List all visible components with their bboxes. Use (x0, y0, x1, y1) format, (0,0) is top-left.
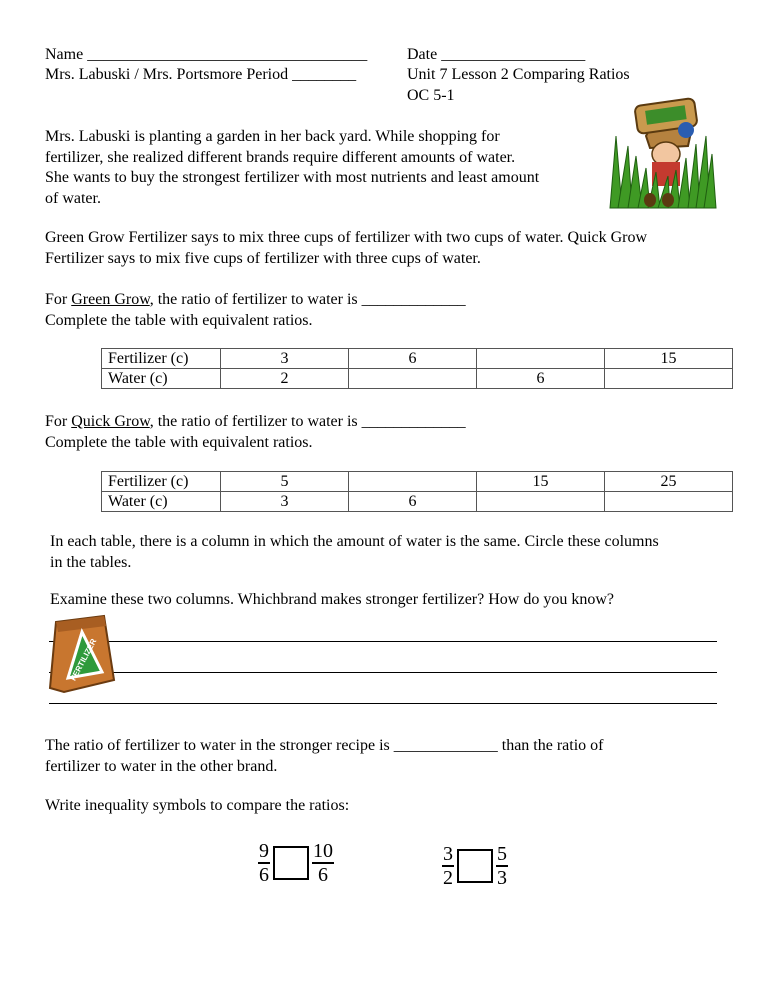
quick-grow-brand: Quick Grow (71, 413, 150, 430)
inequality-box[interactable] (273, 846, 309, 880)
table-cell (605, 369, 733, 389)
name-field: Name ___________________________________ (45, 46, 368, 63)
table-cell: 6 (349, 492, 477, 512)
quick-grow-instruction: Complete the table with equivalent ratios. (45, 433, 313, 451)
table-cell (605, 492, 733, 512)
table-row (102, 492, 733, 512)
green-grow-section (45, 290, 466, 331)
table-cell (349, 472, 477, 492)
table-cell (477, 492, 605, 512)
bag-label: FERTILIZER (68, 637, 99, 683)
table-cell: 3 (221, 349, 349, 369)
unit-title: Unit 7 Lesson 2 Comparing Ratios (407, 66, 630, 83)
table-row (102, 349, 733, 369)
green-grow-table (101, 348, 733, 389)
problem-line: Green Grow Fertilizer says to mix three cups of fertilizer with two cups of water. Quick Grow (45, 229, 648, 246)
quick-grow-table (101, 471, 733, 512)
table-row (102, 369, 733, 389)
problem-line: Fertilizer says to mix five cups of fertilizer with three cups of water. (45, 249, 481, 267)
fertilizer-bag-icon (44, 614, 120, 696)
table-cell: 25 (605, 472, 733, 492)
inequality-box[interactable] (457, 849, 493, 883)
intro-line: fertilizer, she realized different brands require different amounts of water. (45, 148, 516, 166)
quick-grow-section (45, 412, 466, 453)
intro-line: She wants to buy the strongest fertilizer with most nutrients and least amount (45, 169, 540, 186)
table-cell: 5 (221, 472, 349, 492)
stronger-statement (45, 736, 603, 777)
answer-line[interactable] (49, 672, 717, 673)
intro-line: of water. (45, 189, 101, 207)
table-cell: Water (c) (102, 369, 221, 389)
table-cell: 15 (477, 472, 605, 492)
fraction: 5 3 (497, 843, 507, 889)
green-grow-instruction: Complete the table with equivalent ratios. (45, 311, 313, 329)
answer-line[interactable] (49, 641, 717, 642)
lesson-code: OC 5-1 (407, 87, 455, 104)
table-cell: Fertilizer (c) (102, 349, 221, 369)
green-grow-brand: Green Grow (71, 291, 150, 308)
teacher-period-line: Mrs. Labuski / Mrs. Portsmore Period ________ (45, 66, 357, 83)
problem-paragraph (45, 228, 647, 269)
green-grow-ratio-prompt: For Green Grow, the ratio of fertilizer to water is _____________ (45, 291, 466, 308)
table-cell (477, 349, 605, 369)
table-row (102, 472, 733, 492)
table-cell: Fertilizer (c) (102, 472, 221, 492)
quick-grow-ratio-prompt: For Quick Grow, the ratio of fertilizer to water is _____________ (45, 413, 466, 430)
examine-question: Examine these two columns. Whichbrand makes stronger fertilizer? How do you know? (50, 591, 614, 608)
instruction-line: In each table, there is a column in which the amount of water is the same. Circle these columns (50, 533, 659, 550)
gardener-clipart-icon (606, 96, 718, 212)
table-cell: 2 (221, 369, 349, 389)
instruction-line: in the tables. (50, 553, 132, 571)
table-cell: 6 (349, 349, 477, 369)
fraction-comparison-1 (258, 840, 334, 886)
date-field: Date __________________ (407, 46, 586, 63)
statement-line: fertilizer to water in the other brand. (45, 757, 278, 775)
fraction: 10 6 (313, 840, 333, 886)
table-cell: Water (c) (102, 492, 221, 512)
table-cell: 15 (605, 349, 733, 369)
table-cell: 3 (221, 492, 349, 512)
inequality-instruction: Write inequality symbols to compare the ratios: (45, 797, 350, 814)
fraction: 3 2 (443, 843, 453, 889)
fraction-comparison-2 (442, 843, 508, 889)
statement-line: The ratio of fertilizer to water in the stronger recipe is _____________ than the ratio of (45, 737, 604, 754)
intro-line: Mrs. Labuski is planting a garden in her back yard. While shopping for (45, 128, 500, 145)
answer-line[interactable] (49, 703, 717, 704)
circle-instruction (50, 532, 659, 573)
fraction: 9 6 (259, 840, 269, 886)
table-cell: 6 (477, 369, 605, 389)
table-cell (349, 369, 477, 389)
intro-paragraph (45, 127, 539, 209)
